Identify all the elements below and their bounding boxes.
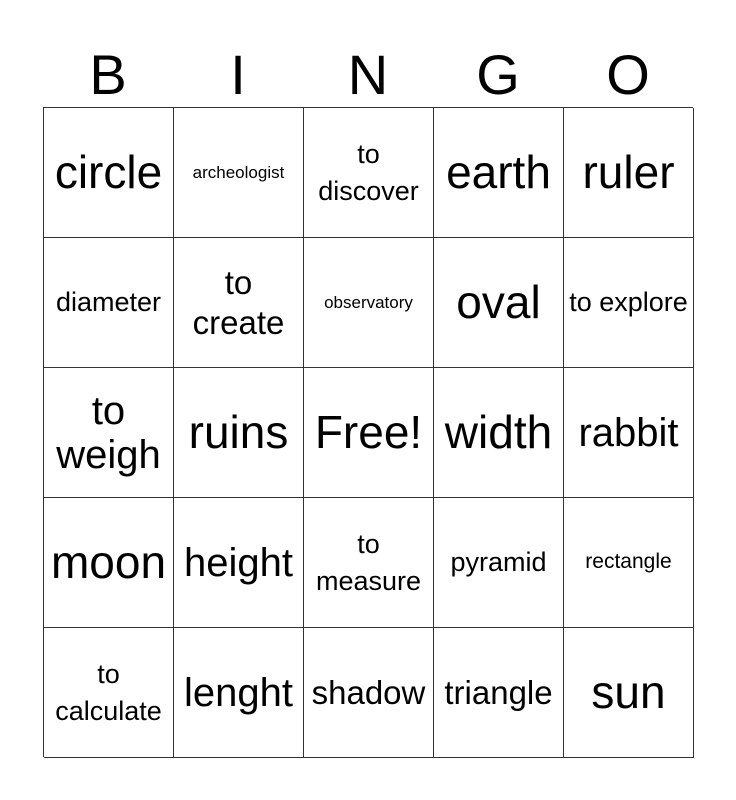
header-letter-b: B <box>89 43 127 106</box>
bingo-cell: lenght <box>174 628 304 758</box>
bingo-cell: observatory <box>304 238 434 368</box>
bingo-cell: sun <box>564 628 694 758</box>
bingo-cell: moon <box>44 498 174 628</box>
bingo-cell: to discover <box>304 108 434 238</box>
bingo-cell: ruler <box>564 108 694 238</box>
bingo-cell: triangle <box>434 628 564 758</box>
bingo-cell: width <box>434 368 564 498</box>
bingo-cell: circle <box>44 108 174 238</box>
bingo-cell: height <box>174 498 304 628</box>
bingo-cell: to create <box>174 238 304 368</box>
header-letter-i: I <box>230 43 246 106</box>
bingo-grid <box>43 107 693 757</box>
bingo-cell: rabbit <box>564 368 694 498</box>
bingo-header <box>43 42 693 108</box>
bingo-cell: shadow <box>304 628 434 758</box>
bingo-cell: ruins <box>174 368 304 498</box>
header-letter-o: O <box>606 43 650 106</box>
bingo-cell: diameter <box>44 238 174 368</box>
bingo-cell: to measure <box>304 498 434 628</box>
bingo-cell-free: Free! <box>304 368 434 498</box>
bingo-cell: rectangle <box>564 498 694 628</box>
bingo-cell: earth <box>434 108 564 238</box>
header-letter-g: G <box>476 43 520 106</box>
bingo-cell: pyramid <box>434 498 564 628</box>
bingo-cell: to explore <box>564 238 694 368</box>
header-letter-n: N <box>347 43 389 106</box>
bingo-cell: to weigh <box>44 368 174 498</box>
bingo-cell: archeologist <box>174 108 304 238</box>
bingo-cell: to calculate <box>44 628 174 758</box>
bingo-cell: oval <box>434 238 564 368</box>
